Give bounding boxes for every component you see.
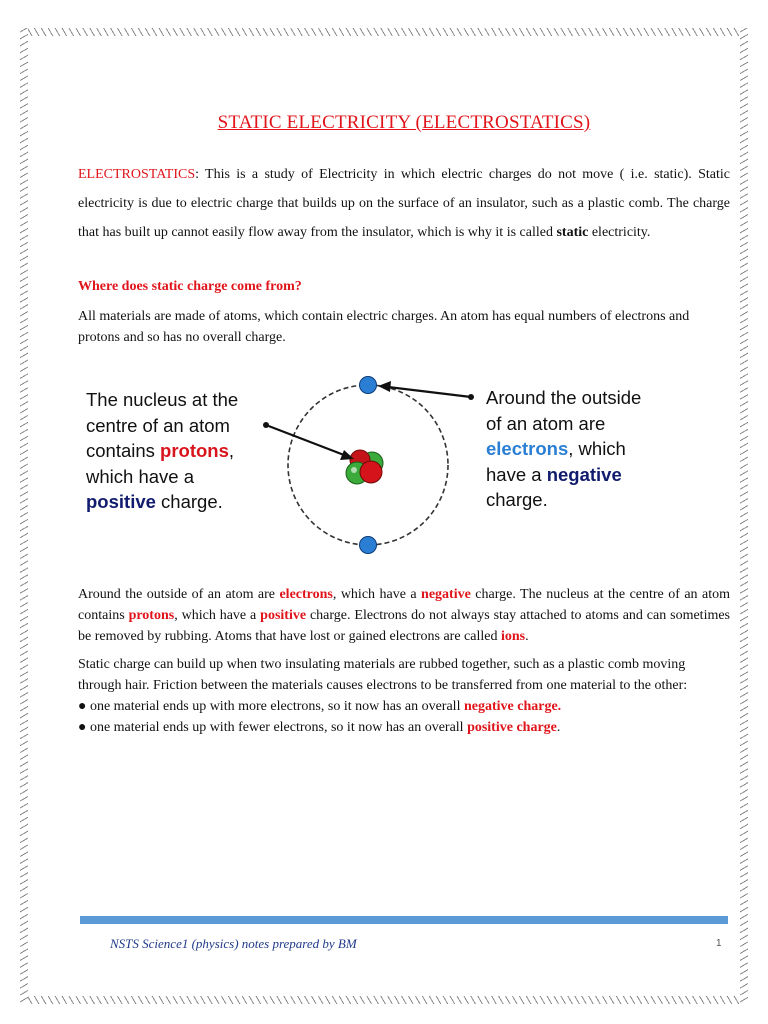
nucleus-label-line2: centre of an atom (86, 414, 230, 436)
p2-protons: protons (128, 608, 175, 623)
page-number: 1 (716, 938, 722, 949)
nucleus-l3a: contains (86, 440, 161, 461)
nucleus-l3c: , (228, 440, 235, 461)
atom-diagram (78, 370, 678, 560)
paragraph-atoms: All materials are made of atoms, which contain electric charges. An atom has equal numbers of electrons and protons and so has no overall charge. (78, 309, 690, 345)
electron-label-line1: Around the outside (486, 387, 642, 408)
p2-text-f: . (525, 629, 529, 644)
arrow-to-electron (378, 381, 474, 400)
nucleus-label-line4: which have a (86, 465, 194, 487)
p2-text-e: charge. Electrons do not always stay attached to atoms and can sometimes be removed by rubbing. Atoms that have lost or gained electrons are called (78, 608, 731, 644)
bullet-positive (78, 717, 726, 738)
p2-text-d: , which have a (174, 608, 261, 623)
electron-top (360, 377, 377, 394)
p2-positive: positive (260, 608, 307, 623)
nucleus-positive: positive (86, 491, 156, 512)
page-border-bottom (28, 996, 740, 1004)
electron-label-line4 (486, 462, 686, 488)
nucleus-label-line5 (86, 489, 286, 515)
intro-text-a: : This is a study of Electricity in which electric charges do not move ( i.e. static). Static electricity is due to electric charge that builds up on the surface of an insulator, such as a plastic comb. The charge that has built up cannot easily flow away from the insulator, which is why it is called (78, 167, 730, 240)
intro-term: ELECTROSTATICS (78, 167, 196, 182)
electron-label-line2: of an atom are (486, 412, 606, 434)
intro-paragraph (78, 160, 730, 247)
bullet1-emphasis: negative charge. (463, 699, 562, 714)
p2-text-a: Around the outside of an atom are (78, 587, 280, 602)
diagram-electron-label (486, 385, 686, 513)
paragraph-friction (78, 654, 726, 738)
nucleus (346, 450, 383, 484)
footer-text: NSTS Science1 (physics) notes prepared by BM (110, 936, 357, 951)
section-subheading: Where does static charge come from? (78, 279, 302, 294)
electron-label-line5: charge. (486, 489, 548, 510)
nucleus-l5b: charge. (155, 491, 223, 512)
page-border-top (28, 28, 740, 36)
page-border-right (740, 28, 748, 1004)
paragraph-electrons (78, 584, 730, 647)
bullet1-text: ● one material ends up with more electrons, so it now has an overall (78, 699, 464, 714)
intro-bold: static (556, 225, 589, 240)
p2-text-b: , which have a (332, 587, 422, 602)
bullet-negative (78, 696, 726, 717)
p2-negative: negative (421, 587, 471, 602)
electron-l3b: , which (568, 438, 626, 459)
page-border-left (20, 28, 28, 1004)
electron-electrons: electrons (486, 438, 569, 459)
nucleus-protons: protons (160, 440, 229, 461)
page-title: STATIC ELECTRICITY (ELECTROSTATICS) (217, 112, 591, 133)
p2-ions: ions (500, 629, 526, 644)
nucleus-label-line3 (86, 438, 286, 464)
footer-bar (80, 916, 728, 924)
p2-text-c: charge. The nucleus at the centre of an atom contains (78, 587, 731, 623)
diagram-nucleus-label (86, 387, 286, 515)
intro-text-b: electricity. (588, 225, 651, 240)
electron-label-line3 (486, 436, 686, 462)
p2-electrons: electrons (279, 587, 333, 602)
bullet2-end: . (556, 720, 561, 735)
bullet2-emphasis: positive charge (467, 720, 557, 735)
p3-text: Static charge can build up when two insulating materials are rubbed together, such as a plastic comb moving through hair. Friction between the materials causes electrons to be transferred from one material to the other: (78, 657, 688, 693)
electron-bottom (360, 537, 377, 554)
nucleus-label-line1: The nucleus at the (86, 389, 239, 410)
electron-l4a: have a (486, 463, 547, 485)
electron-negative: negative (546, 463, 622, 485)
bullet2-text: ● one material ends up with fewer electrons, so it now has an overall (78, 720, 468, 735)
